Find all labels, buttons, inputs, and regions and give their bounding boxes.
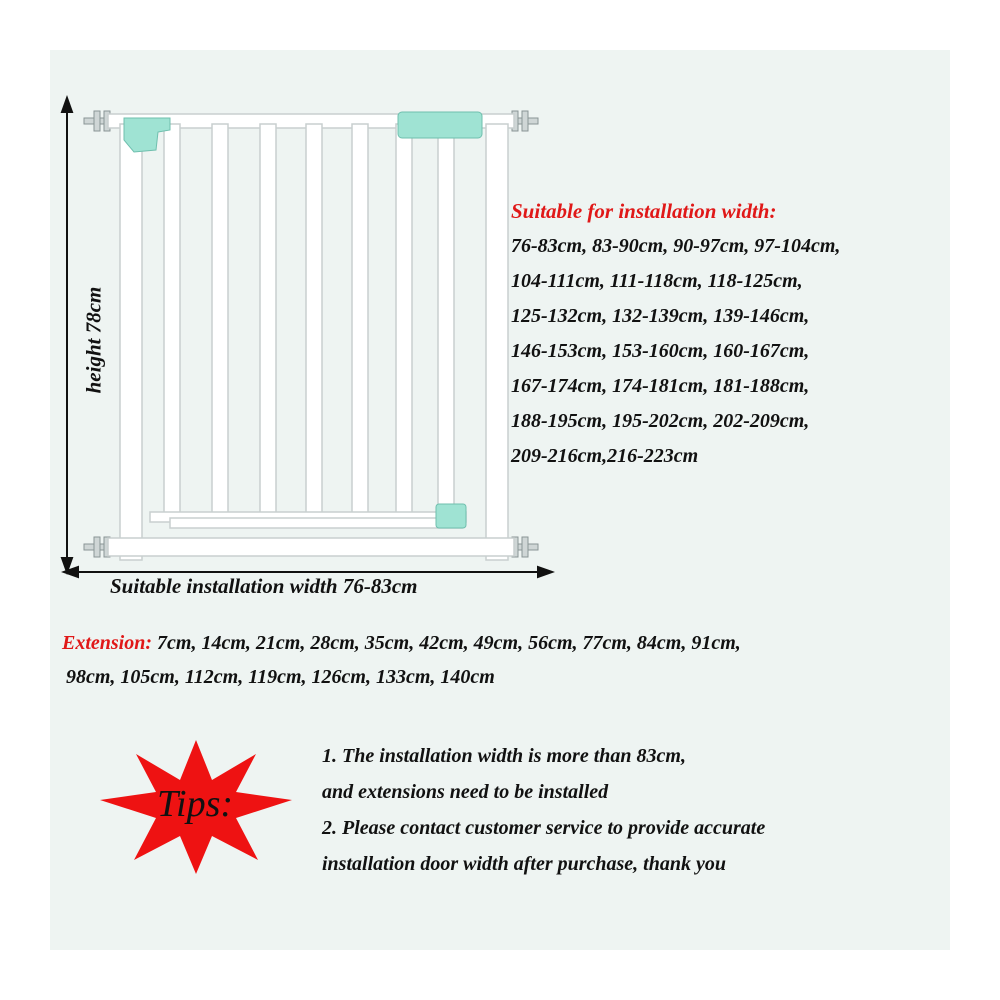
extension-values-2: 98cm, 105cm, 112cm, 119cm, 126cm, 133cm, 140cm bbox=[66, 666, 495, 688]
width-line: 167-174cm, 174-181cm, 181-188cm, bbox=[511, 375, 810, 397]
height-label: height 78cm bbox=[81, 286, 106, 394]
tip-line: and extensions need to be installed bbox=[322, 781, 609, 803]
width-line: 76-83cm, 83-90cm, 90-97cm, 97-104cm, bbox=[511, 235, 841, 257]
width-label: Suitable installation width 76-83cm bbox=[110, 574, 418, 598]
height-arrow bbox=[62, 98, 72, 572]
tip-line: 1. The installation width is more than 83cm, bbox=[322, 745, 686, 767]
tip-line: 2. Please contact customer service to provide accurate bbox=[322, 817, 766, 839]
extension-label: Extension: bbox=[62, 632, 153, 654]
tips-label: Tips: bbox=[156, 783, 234, 825]
extension-values-1: 7cm, 14cm, 21cm, 28cm, 35cm, 42cm, 49cm, 56cm, 77cm, 84cm, 91cm, bbox=[157, 632, 741, 654]
width-line: 209-216cm,216-223cm bbox=[511, 445, 699, 467]
extension-line-1 bbox=[62, 626, 942, 660]
width-line: 146-153cm, 153-160cm, 160-167cm, bbox=[511, 340, 810, 362]
extension-list bbox=[62, 626, 942, 694]
gate-door bbox=[150, 124, 466, 528]
tips-text bbox=[322, 738, 942, 882]
width-line: 104-111cm, 111-118cm, 118-125cm, bbox=[511, 270, 803, 292]
width-line: 125-132cm, 132-139cm, 139-146cm, bbox=[511, 305, 810, 327]
installation-widths bbox=[511, 194, 941, 474]
tip-line: installation door width after purchase, thank you bbox=[322, 853, 726, 875]
width-line: 188-195cm, 195-202cm, 202-209cm, bbox=[511, 410, 810, 432]
installation-widths-header: Suitable for installation width: bbox=[511, 199, 777, 223]
